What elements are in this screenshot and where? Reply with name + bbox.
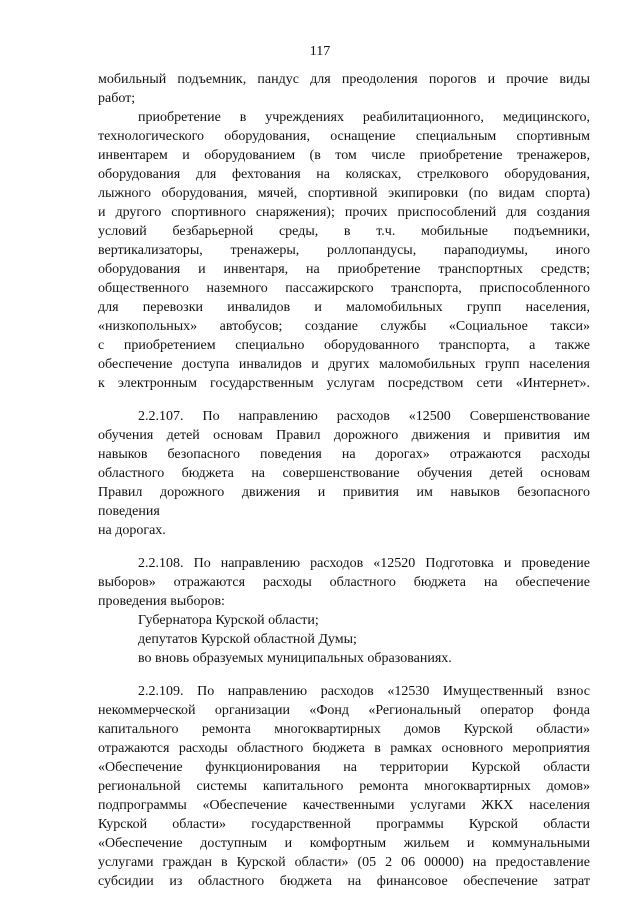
text-line: отражаются расходы областного бюджета в рамках основного мероприятия [98,741,590,756]
page-number: 117 [309,44,331,59]
text-line: приобретение в учреждениях реабилитационного, медицинского, [138,110,590,125]
text-line: инвентарем и оборудованием (в том числе приобретение тренажеров, [98,148,590,163]
text-line: на дорогах. [98,523,166,538]
text-line: мобильный подъемник, пандус для преодоления порогов и прочие виды [98,72,590,87]
text-line: вертикализаторы, тренажеры, роллопандусы, параподиумы, иного [98,243,590,258]
text-line: региональной системы капитального ремонта многоквартирных домов» [98,779,590,794]
text-line: 2.2.107. По направлению расходов «12500 Совершенствование [138,409,590,424]
text-line: для перевозки инвалидов и маломобильных групп населения, [98,300,590,315]
text-line: капитального ремонта многоквартирных домов Курской области» [98,722,590,737]
text-line: 2.2.108. По направлению расходов «12520 Подготовка и проведение [138,556,590,571]
text-line: Губернатора Курской области; [138,613,319,628]
text-line: во вновь образуемых муниципальных образованиях. [138,651,452,666]
text-line: некоммерческой организации «Фонд «Региональный оператор фонда [98,703,590,718]
text-line: работ; [98,91,136,106]
text-line: областного бюджета на совершенствование обучения детей основам [98,466,590,481]
text-line: 2.2.109. По направлению расходов «12530 Имущественный взнос [138,684,590,699]
text-line: Курской области» государственной программы Курской области [98,817,590,832]
text-line: Правил дорожного движения и привития им навыков безопасного [98,485,590,500]
text-line: лыжного оборудования, мячей, спортивной экипировки (по видам спорта) [98,186,590,201]
text-line: и другого спортивного снаряжения); прочих приспособлений для создания [98,205,590,220]
text-line: оборудования для фехтования на колясках, стрелкового оборудования, [98,167,590,182]
text-line: с приобретением специально оборудованного транспорта, а также [98,338,590,353]
text-line: «Обеспечение доступным и комфортным жильем и коммунальными [98,836,590,851]
text-line: обучения детей основам Правил дорожного движения и привития им [98,428,590,443]
text-line: поведения [98,504,160,519]
text-line: выборов» отражаются расходы областного бюджета на обеспечение [98,575,590,590]
text-line: к электронным государственным услугам посредством сети «Интернет». [98,376,590,391]
text-line: условий безбарьерной среды, в т.ч. мобильные подъемники, [98,224,590,239]
text-line: проведения выборов: [98,594,225,609]
text-line: «Обеспечение функционирования на территории Курской области [98,760,590,775]
text-line: обеспечение доступа инвалидов и других маломобильных групп населения [98,357,590,372]
text-line: технологического оборудования, оснащение специальным спортивным [98,129,590,144]
text-line: общественного наземного пассажирского транспорта, приспособленного [98,281,590,296]
text-line: депутатов Курской областной Думы; [138,632,357,647]
text-line: услугами граждан в Курской области» (05 2 06 00000) на предоставление [98,855,590,870]
text-line: подпрограммы «Обеспечение качественными услугами ЖКХ населения [98,798,590,813]
text-line: субсидии из областного бюджета на финансовое обеспечение затрат [98,874,590,889]
text-line: оборудования и инвентаря, на приобретение транспортных средств; [98,262,590,277]
text-line: «низкопольных» автобусов; создание службы «Социальное такси» [98,319,590,334]
text-line: навыков безопасного поведения на дорогах» отражаются расходы [98,447,590,462]
